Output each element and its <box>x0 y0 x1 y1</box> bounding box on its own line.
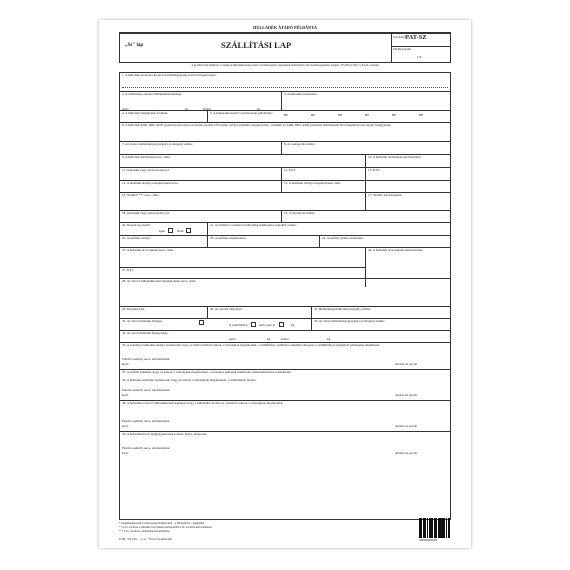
field-34-netto: nettó <box>229 337 236 341</box>
field-2-kg1: kg <box>185 107 189 111</box>
field-18-label: 18. Adószám vagy adóazonosító jel: <box>122 211 170 215</box>
decl-39-stamp-label: Aláírás és pecsét <box>395 451 418 455</box>
footnote-2: ** A 25. rovatban a hulladék átvevőjének telefonszámát a 26. rovatban kell feltüntetni. <box>119 526 213 529</box>
field-2-label: 2. A szállítmány átadott hulladékmennyisége: <box>122 92 182 96</box>
decl-35-name-label: Felelős személy neve, telefonszáma: <box>122 357 171 361</box>
field-2-brutto: bruttó <box>203 107 211 111</box>
field-7-label: 7. Az átadott küldeményegységek (csomagok) száma: <box>122 142 193 146</box>
field-14-label: 14. A hulladék átadója telephelyének neve: <box>122 181 179 185</box>
decl-38-stamp-label: Aláírás és pecsét <box>395 424 418 428</box>
field-32-label: 32. Az átvett hulladék tömege: <box>122 319 163 323</box>
form-title: SZÁLLÍTÁSI LAP <box>221 40 292 50</box>
copy-banner: HULLADÉK ÁTADÓ PÉLDÁNYA <box>253 25 317 30</box>
decl-35-stamp-label: Aláírás és pecsét <box>395 362 418 366</box>
barcode-bar <box>424 518 425 538</box>
field-31-label: 31. Hulladékgazdálkodási engedély száma: <box>314 307 371 311</box>
decl-37-name-label: Felelős személy neve, telefonszáma: <box>122 388 171 392</box>
decl-39-date-label: Kelt: <box>122 451 129 455</box>
intro-text: A nyomtatvány kitöltésé a veszélyes hulladékkal kapcsolatos tevékenységek végzésének feltételeiről szóló kormányrendelet alapján. 225/2015.(VIII.7.) Korm. rendelet <box>191 64 379 67</box>
nem-checkbox[interactable] <box>186 228 191 233</box>
field-25-label: 25. A hulladék átvevőjének neve, címe: <box>122 248 174 252</box>
hp-5: HP <box>392 113 397 117</box>
serial-code: PAT-SZ <box>405 34 427 41</box>
decl-38-date-label: Kelt: <box>122 424 129 428</box>
field-13-label: 13. KTS: <box>368 168 381 172</box>
hp-1: HP <box>284 113 289 117</box>
field-34-cb2: nem vette át <box>259 323 276 327</box>
field-3-label: 3. A hulladék összetétele: <box>284 92 318 96</box>
field-28-label: 28. Az átvevő hulladékkezelő telephelyének neve, címe: <box>122 279 197 283</box>
decl-39-name-label: Felelős személy neve, telefonszáma: <box>122 446 171 450</box>
form-page <box>99 20 471 548</box>
footnote-3: *** A 16. rovatban a szállítónak kell kitöltenie. <box>119 530 170 533</box>
field-27-label: 27. KTJ: <box>122 268 134 272</box>
field-29-label: 29. Kezelési kód: <box>122 307 145 311</box>
field-10-label: 10. A hulladék átadójának telefonszáma: <box>368 155 422 159</box>
serial-label: Sorszám: <box>393 35 406 39</box>
field-16-label: 16. Szállító**** neve, címe: <box>122 193 160 197</box>
field-33-label: 33. Az átvett küldeményegységek (csomagok) száma: <box>314 319 385 323</box>
field-32-unit: kg <box>291 323 295 327</box>
field-8-label: 8. A csomagolás módja: <box>284 142 316 146</box>
declaration-38: 38. A hulladékot átvevő hulladékkezelő kijelenti, hogy a hulladékot átvette és a kitöltött adatok a valóságnak megfelelnek. <box>122 401 284 405</box>
field-4-label: 4. A hulladék megjelenési formája: <box>122 111 169 115</box>
field-20-nem: Nem <box>177 229 184 233</box>
field-22-label: 22. A szállítás módja: <box>122 236 151 240</box>
field-34-brutto: bruttó <box>281 337 289 341</box>
field-5-label: 5. A legkarakteresebb veszélyességi jellemzője: <box>210 111 273 115</box>
field-20-igen: Igen <box>159 229 165 233</box>
field-6-label: 6. A hulladék ADR, RID, ADN (szerinti) besorolása és annak szerinti UN száma, helyes szállítási megnevezése, valamint az ADR, RID, ADN (szerinti) alábbiaknál) által meghatározott egyéb bejegyzések <box>122 123 391 127</box>
field-12-label: 12. KTJ: <box>284 168 296 172</box>
accepted-checkbox[interactable] <box>251 322 256 327</box>
field-26-label: 26. A hulladék átvevőjének telefonszáma: <box>368 248 424 252</box>
field-20-label: 20. Kíséret kg esetén: <box>122 223 151 227</box>
copy-label: „Sz" lap <box>125 43 144 48</box>
received-checkbox[interactable] <box>199 320 204 325</box>
decl-37-stamp-label: Aláírás és pecsét <box>395 393 418 397</box>
field-1-label: 1. A hulladék azonosító kódja és hulladékjegyzék szerinti megnevezése: <box>122 73 217 77</box>
decl-37-date-label: Kelt: <box>122 393 129 397</box>
field-9-label: 9. A hulladék átadójának neve, címe: <box>122 155 171 159</box>
declaration-36: 36. A hulladék szállítója nyilatkozik, hogy az adatok a valóságnak megfelelnek, a szállítmányt átvette. <box>122 378 257 382</box>
copies-value: 1/4 <box>417 55 422 59</box>
rejected-checkbox[interactable] <box>279 322 284 327</box>
field-21-label: 21. A szállítóra vonatkozó hulladékgazdálkodási engedély száma: <box>210 223 297 227</box>
barcode <box>419 518 451 538</box>
field-39-label: 39. A hulladékátvevő megjegyzéseinek indoka, helye, időpontja: <box>122 432 208 436</box>
form-code: 8. DL. 50/1/Ta. – 5. sz. • Nova Nyomda Kft. <box>119 537 173 541</box>
field-34-label: 34. Az átvett hulladék mennyisége: <box>122 331 169 335</box>
footnote-1: * A legkarakteresebb veszélyességi jellemzőt kell – a HP kódjával – megjelölni. <box>119 522 205 525</box>
declaration-37: 37. A szállító kijelenti, hogy az adatok a valóságnak megfelelnek, a veszélyes hulladék szállítására felhatalmazással rendelkezik. <box>122 370 292 374</box>
field-34-kg1: kg <box>267 337 271 341</box>
field-23-label: 23. A szállítás megkezdése: <box>210 236 247 240</box>
hp-3: HP <box>338 113 343 117</box>
barcode-bar <box>421 518 422 538</box>
hp-2: HP <box>311 113 316 117</box>
decl-38-name-label: Felelős személy neve, telefonszáma: <box>122 419 171 423</box>
field-34-cb1: A szállítmány: <box>229 323 249 327</box>
hp-6: HP <box>419 113 424 117</box>
copies-label: Példányszám: <box>393 47 412 51</box>
hp-4: HP <box>365 113 370 117</box>
igen-checkbox[interactable] <box>168 228 173 233</box>
field-17-label: 17. Szállító telefonszáma: <box>368 193 403 197</box>
field-34-kg2: kg <box>327 337 331 341</box>
field-11-label: 11. Adószám vagy adóazonosító jel: <box>122 168 170 172</box>
declaration-35: 35. A veszélyes hulladék átadója nyilatkozik, hogy az általa kitöltött adatok a valóságnak megfelelnek, a szállítmány szállításra alkalmas állapotú, a szállítmányra megfelelő jelöléseket alkalmazta. <box>122 343 381 347</box>
barcode-number: 5990000000000 <box>419 539 438 542</box>
field-15-label: 15. A hulladék átadója telephelyének címe: <box>284 181 341 185</box>
field-2-net: nettó <box>122 107 129 111</box>
field-30-label: 30. Az átvétel időpontja: <box>210 307 243 311</box>
field-24-label: 24. A szállító jármű rendszáma: <box>322 236 364 240</box>
decl-35-date-label: Kelt: <box>122 362 129 366</box>
field-2-kg2: kg <box>257 107 261 111</box>
field-19-label: 19. A fuvarlevél száma: <box>284 211 316 215</box>
